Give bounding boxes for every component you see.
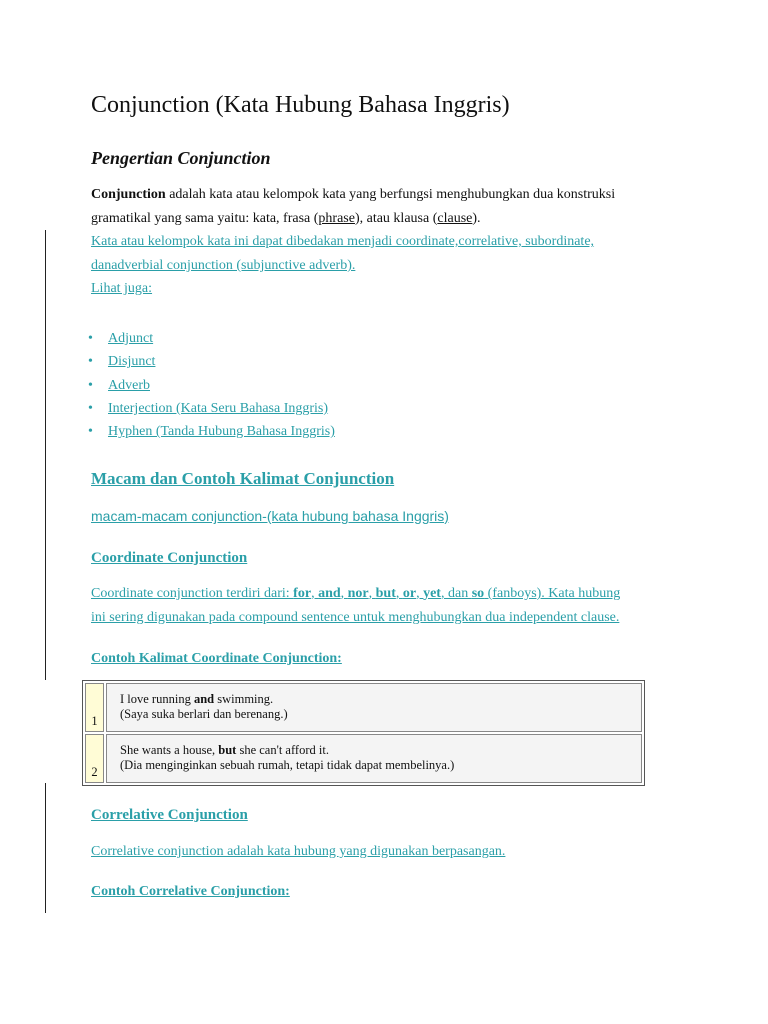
margin-line: [45, 230, 46, 680]
row-number: 2: [85, 734, 104, 783]
table-row: [85, 734, 642, 783]
sentence-text: She wants a house,: [120, 743, 219, 757]
image-caption-link[interactable]: macam-macam conjunction-(kata hubung bahasa Inggris): [91, 508, 449, 524]
sentence-text: swimming.: [214, 692, 274, 706]
word-or[interactable]: or: [402, 586, 417, 601]
sentence-text: I love running: [120, 692, 194, 706]
word-for[interactable]: for: [293, 586, 312, 601]
separator: ,: [416, 586, 424, 601]
link-hyphen[interactable]: Hyphen (Tanda Hubung Bahasa Inggris): [108, 424, 335, 440]
clause-link[interactable]: clause: [437, 211, 473, 226]
list-item-disjunct[interactable]: • Disjunct: [88, 354, 156, 370]
definition-text: ), atau klausa (: [354, 211, 438, 226]
subtitle: Pengertian Conjunction: [91, 148, 271, 168]
coordinate-examples-heading[interactable]: Contoh Kalimat Coordinate Conjunction:: [91, 651, 342, 666]
see-also-label[interactable]: Lihat juga:: [91, 281, 153, 296]
conjunction-word: but: [218, 743, 237, 757]
correlative-heading[interactable]: Correlative Conjunction: [91, 807, 248, 823]
page-title: Conjunction (Kata Hubung Bahasa Inggris): [91, 92, 510, 118]
examples-table: [82, 680, 645, 786]
example-cell: [106, 734, 642, 783]
list-item-interjection[interactable]: • Interjection (Kata Seru Bahasa Inggris): [88, 400, 329, 416]
definition-term: Conjunction: [91, 187, 166, 202]
margin-line: [45, 783, 46, 913]
definition-text: ).: [472, 211, 481, 226]
types-link-line-2[interactable]: danadverbial conjunction (subjunctive adverb).: [91, 258, 356, 273]
word-so[interactable]: so: [471, 586, 485, 601]
example-translation: (Saya suka berlari dan berenang.): [120, 707, 288, 721]
sentence-text: she can't afford it.: [236, 743, 329, 757]
separator: ,: [368, 586, 376, 601]
list-item-adverb[interactable]: • Adverb: [88, 377, 150, 393]
link-disjunct[interactable]: Disjunct: [108, 354, 156, 370]
coordinate-desc-line-1: [91, 586, 620, 602]
conjunction-word: and: [193, 692, 215, 706]
types-link-line-1[interactable]: Kata atau kelompok kata ini dapat dibedakan menjadi coordinate,correlative, subordinate,: [91, 234, 595, 249]
see-also-list: [88, 327, 335, 443]
word-yet[interactable]: yet: [423, 586, 441, 601]
row-number: 1: [85, 683, 104, 732]
example-sentence: [120, 743, 641, 758]
coordinate-desc-text[interactable]: Coordinate conjunction terdiri dari:: [91, 586, 294, 601]
correlative-desc[interactable]: Correlative conjunction adalah kata hubung yang digunakan berpasangan.: [91, 844, 506, 859]
coordinate-desc-line-2[interactable]: ini sering digunakan pada compound sentence untuk menghubungkan dua independent clause.: [91, 610, 620, 625]
example-translation: (Dia menginginkan sebuah rumah, tetapi tidak dapat membelinya.): [120, 758, 455, 772]
link-adjunct[interactable]: Adjunct: [108, 331, 154, 346]
definition-text: gramatikal yang sama yaitu: kata, frasa (: [91, 211, 319, 226]
link-adverb[interactable]: Adverb: [108, 377, 150, 393]
table-row: [85, 683, 642, 732]
separator: ,: [395, 586, 403, 601]
list-item-adjunct[interactable]: • Adjunct: [88, 331, 154, 346]
definition-line-2: [91, 211, 481, 227]
word-but[interactable]: but: [375, 586, 396, 601]
definition-line-1: [91, 187, 615, 203]
word-nor[interactable]: nor: [347, 586, 369, 601]
definition-text: adalah kata atau kelompok kata yang berfungsi menghubungkan dua konstruksi: [165, 187, 616, 202]
section-heading[interactable]: Macam dan Contoh Kalimat Conjunction: [91, 469, 395, 488]
list-item-hyphen[interactable]: • Hyphen (Tanda Hubung Bahasa Inggris): [88, 424, 335, 440]
example-cell: [106, 683, 642, 732]
link-interjection[interactable]: Interjection (Kata Seru Bahasa Inggris): [108, 400, 329, 416]
separator: ,: [311, 586, 319, 601]
correlative-examples-heading[interactable]: Contoh Correlative Conjunction:: [91, 884, 290, 899]
phrase-link[interactable]: phrase: [318, 211, 355, 226]
separator: ,: [340, 586, 348, 601]
coordinate-heading[interactable]: Coordinate Conjunction: [91, 550, 248, 566]
separator: , dan: [440, 586, 472, 601]
coordinate-desc-text[interactable]: (fanboys). Kata hubung: [484, 586, 621, 601]
word-and[interactable]: and: [318, 586, 341, 601]
example-sentence: [120, 692, 641, 707]
